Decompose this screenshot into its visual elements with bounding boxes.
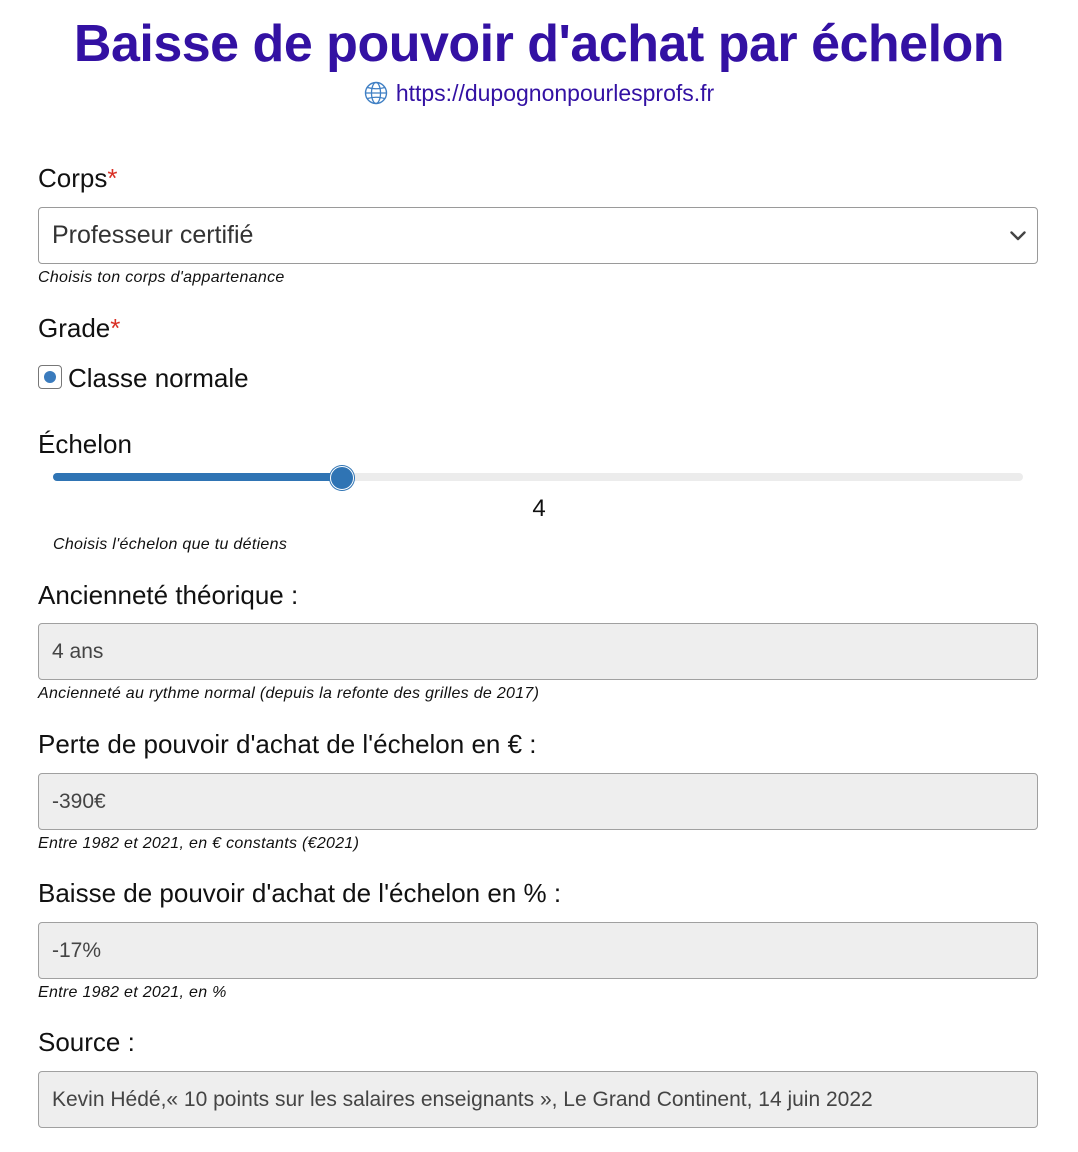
source-label: Source :	[38, 1027, 135, 1057]
source-field	[38, 1071, 1038, 1128]
chevron-down-icon	[1009, 227, 1027, 250]
baisse-pct-field	[38, 922, 1038, 979]
anciennete-value: 4 ans	[52, 640, 104, 663]
echelon-slider[interactable]	[53, 473, 1023, 481]
baisse-pct-label: Baisse de pouvoir d'achat de l'échelon en % :	[38, 878, 562, 908]
grade-label: Grade*	[38, 313, 121, 343]
baisse-pct-help-text: Entre 1982 et 2021, en %	[38, 984, 227, 1001]
required-asterisk: *	[107, 163, 118, 193]
anciennete-help-text: Ancienneté au rythme normal (depuis la refonte des grilles de 2017)	[38, 685, 540, 702]
anciennete-label: Ancienneté théorique :	[38, 580, 299, 610]
perte-euros-help-text: Entre 1982 et 2021, en € constants (€2021)	[38, 835, 360, 852]
corps-selected-value: Professeur certifié	[52, 221, 254, 249]
radio-button[interactable]	[38, 365, 62, 389]
source-value: Kevin Hédé,« 10 points sur les salaires enseignants », Le Grand Continent, 14 juin 2022	[52, 1088, 873, 1111]
echelon-help-text: Choisis l'échelon que tu détiens	[53, 536, 288, 553]
site-url-link[interactable]: https://dupognonpourlesprofs.fr	[395, 80, 715, 106]
required-asterisk: *	[110, 313, 121, 343]
perte-euros-field	[38, 773, 1038, 830]
slider-thumb[interactable]	[330, 466, 354, 490]
slider-fill	[53, 473, 341, 481]
echelon-value: 4	[532, 495, 546, 522]
echelon-label: Échelon	[38, 429, 132, 459]
page-title: Baisse de pouvoir d'achat par échelon	[73, 15, 1005, 73]
anciennete-field	[38, 623, 1038, 680]
corps-select[interactable]	[38, 207, 1038, 264]
corps-label: Corps*	[38, 163, 118, 193]
corps-help-text: Choisis ton corps d'appartenance	[38, 269, 285, 286]
baisse-pct-value: -17%	[52, 939, 102, 962]
site-link-row[interactable]	[0, 78, 1078, 112]
globe-icon	[364, 81, 388, 112]
perte-euros-label: Perte de pouvoir d'achat de l'échelon en € :	[38, 729, 537, 759]
grade-option-label: Classe normale	[68, 363, 249, 393]
perte-euros-value: -390€	[52, 790, 106, 813]
radio-selected-dot	[44, 371, 56, 383]
